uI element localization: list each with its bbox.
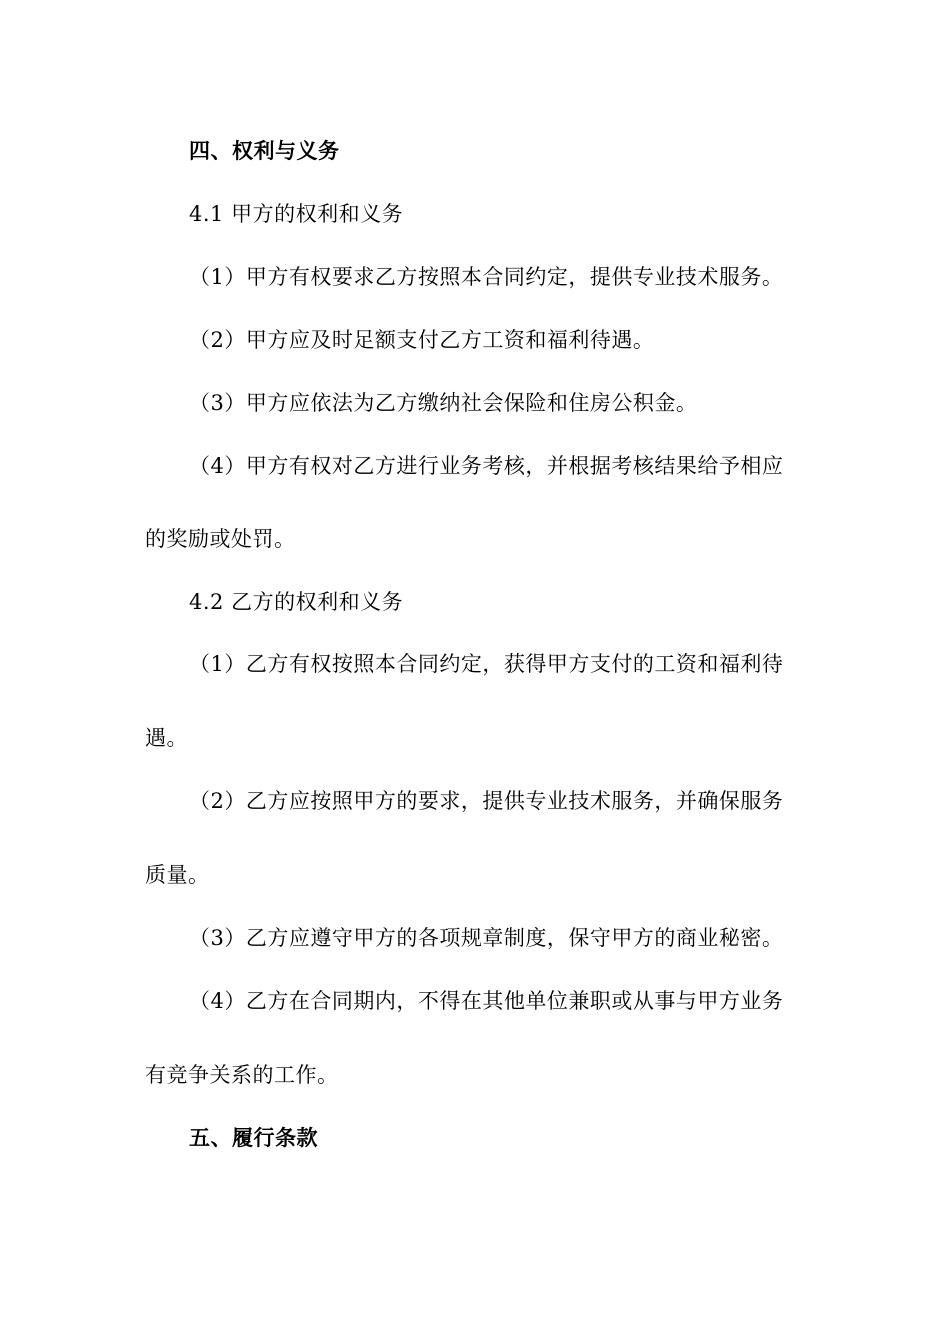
clause-4-1-4-line1: （4）甲方有权对乙方进行业务考核，并根据考核结果给予相应: [189, 454, 784, 478]
clause-4-2-3: （3）乙方应遵守甲方的各项规章制度，保守甲方的商业秘密。: [189, 926, 784, 950]
clause-4-1-2: （2）甲方应及时足额支付乙方工资和福利待遇。: [189, 328, 655, 352]
clause-4-2-4-line1: （4）乙方在合同期内，不得在其他单位兼职或从事与甲方业务: [189, 989, 784, 1013]
clause-4-1-1: （1）甲方有权要求乙方按照本合同约定，提供专业技术服务。: [189, 265, 784, 289]
clause-4-2-4-line2: 有竞争关系的工作。: [145, 1063, 339, 1087]
clause-4-2-2-line2: 质量。: [145, 863, 210, 887]
clause-4-1-4-line2: 的奖励或处罚。: [145, 527, 296, 551]
subsection-4-1-title: 4.1 甲方的权利和义务: [189, 202, 404, 226]
clause-4-2-1-line2: 遇。: [145, 726, 188, 750]
clause-4-2-1-line1: （1）乙方有权按照本合同约定，获得甲方支付的工资和福利待: [189, 652, 784, 676]
subsection-4-2-title: 4.2 乙方的权利和义务: [189, 590, 404, 614]
section-4-heading: 四、权利与义务: [189, 139, 340, 163]
clause-4-2-2-line1: （2）乙方应按照甲方的要求，提供专业技术服务，并确保服务: [189, 789, 784, 813]
clause-4-1-3: （3）甲方应依法为乙方缴纳社会保险和住房公积金。: [189, 391, 698, 415]
section-5-heading: 五、履行条款: [189, 1126, 318, 1150]
